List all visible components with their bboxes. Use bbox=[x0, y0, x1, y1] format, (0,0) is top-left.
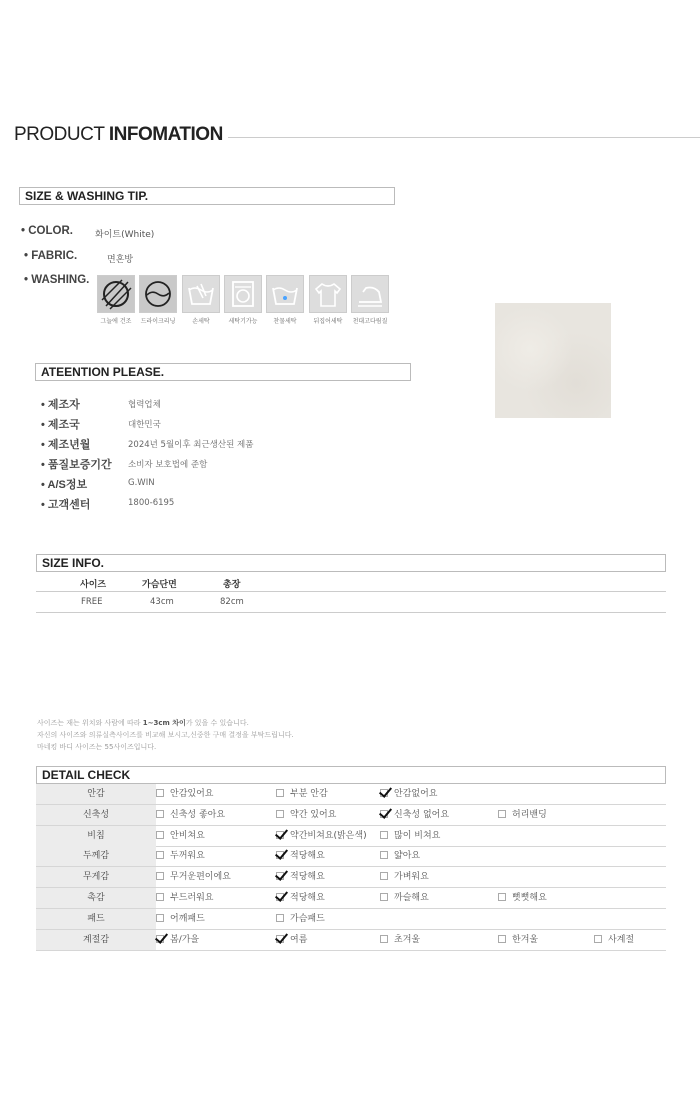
checkbox[interactable] bbox=[594, 935, 602, 943]
detail-check-option[interactable] bbox=[498, 805, 547, 825]
checkbox[interactable] bbox=[380, 935, 388, 943]
checked-checkbox[interactable] bbox=[380, 789, 388, 797]
detail-check-row bbox=[36, 805, 666, 826]
checkbox[interactable] bbox=[380, 893, 388, 901]
detail-check-option[interactable] bbox=[380, 867, 429, 887]
checkbox[interactable] bbox=[156, 893, 164, 901]
washing-caption: 그늘에 건조 bbox=[100, 318, 132, 325]
option-label: 안비쳐요 bbox=[170, 830, 205, 841]
detail-check-row bbox=[36, 784, 666, 805]
option-label: 많이 비쳐요 bbox=[394, 830, 441, 841]
chest-cell: 43cm bbox=[150, 597, 174, 607]
detail-check-option[interactable] bbox=[276, 909, 325, 929]
detail-check-option[interactable] bbox=[156, 826, 205, 846]
detail-check-row bbox=[36, 846, 666, 867]
checkbox[interactable] bbox=[156, 872, 164, 880]
detail-check-option[interactable] bbox=[156, 909, 205, 929]
detail-check-row bbox=[36, 888, 666, 909]
fabric-value: 면혼방 bbox=[107, 255, 134, 265]
cloth-ironing-icon bbox=[351, 275, 389, 313]
option-label: 안감있어요 bbox=[170, 789, 214, 799]
title-light: PRODUCT bbox=[14, 124, 105, 145]
option-label: 허리밴딩 bbox=[512, 809, 547, 820]
option-label: 얇아요 bbox=[394, 851, 421, 862]
detail-check-option[interactable] bbox=[380, 784, 437, 804]
detail-check-label: 신축성 bbox=[36, 805, 156, 825]
dry-clean-icon bbox=[139, 275, 177, 313]
washing-caption: 드라이크리닝 bbox=[140, 318, 176, 325]
checkbox[interactable] bbox=[276, 914, 284, 922]
attention-value: 1800-6195 bbox=[128, 498, 175, 508]
color-label: • COLOR. bbox=[21, 225, 73, 237]
detail-check-option[interactable] bbox=[276, 888, 325, 908]
attention-value: 협력업체 bbox=[128, 400, 161, 410]
option-label: 부드러워요 bbox=[170, 893, 214, 903]
checkbox[interactable] bbox=[380, 831, 388, 839]
checkbox[interactable] bbox=[380, 851, 388, 859]
checkbox[interactable] bbox=[156, 851, 164, 859]
attention-value: 2024년 5월이후 최근생산된 제품 bbox=[128, 440, 254, 450]
detail-check-option[interactable] bbox=[276, 826, 367, 846]
checked-checkbox[interactable] bbox=[380, 810, 388, 818]
attention-label: • 품질보증기간 bbox=[41, 459, 112, 471]
detail-check-label: 패드 bbox=[36, 909, 156, 929]
attention-value: 소비자 보호법에 준함 bbox=[128, 460, 208, 470]
detail-check-option[interactable] bbox=[156, 930, 199, 950]
washing-label: • WASHING. bbox=[24, 274, 90, 286]
checkbox[interactable] bbox=[498, 935, 506, 943]
attention-label: • 제조자 bbox=[41, 399, 80, 411]
option-label: 신축성 없어요 bbox=[394, 809, 450, 820]
detail-check-option[interactable] bbox=[498, 888, 547, 908]
checkbox[interactable] bbox=[156, 831, 164, 839]
note-1-text: 사이즈는 재는 위치와 사람에 따라 bbox=[37, 719, 143, 727]
size-table-bottom bbox=[36, 612, 666, 613]
option-label: 적당해요 bbox=[290, 872, 325, 883]
size-washing-header bbox=[19, 187, 395, 205]
checked-checkbox[interactable] bbox=[276, 831, 284, 839]
detail-check-label: 촉감 bbox=[36, 888, 156, 908]
size-col-header: 사이즈 bbox=[80, 580, 107, 590]
detail-check-option[interactable] bbox=[380, 930, 420, 950]
checkbox[interactable] bbox=[156, 914, 164, 922]
fabric-swatch-image bbox=[495, 303, 611, 418]
detail-check-header-label: DETAIL CHECK bbox=[42, 768, 131, 782]
checkbox[interactable] bbox=[156, 810, 164, 818]
detail-check-option[interactable] bbox=[594, 930, 634, 950]
option-label: 약간 있어요 bbox=[290, 809, 337, 820]
attention-value: G.WIN bbox=[128, 478, 155, 488]
option-label: 약간비쳐요(밝은색) bbox=[290, 830, 367, 841]
checkbox[interactable] bbox=[380, 872, 388, 880]
attention-value: 대한민국 bbox=[128, 420, 161, 430]
checkbox[interactable] bbox=[498, 810, 506, 818]
detail-check-option[interactable] bbox=[380, 826, 440, 846]
title-bold: INFOMATION bbox=[108, 124, 223, 145]
chest-col-header: 가슴단면 bbox=[142, 580, 177, 590]
option-label: 어깨패드 bbox=[170, 913, 205, 924]
option-label: 까슬해요 bbox=[394, 893, 429, 903]
detail-check-label: 두께감 bbox=[36, 846, 156, 866]
checkbox[interactable] bbox=[156, 789, 164, 797]
attention-header bbox=[35, 363, 411, 381]
detail-check-header bbox=[36, 766, 666, 784]
detail-check-label: 비침 bbox=[36, 826, 156, 846]
page-title bbox=[14, 124, 223, 146]
detail-check-option[interactable] bbox=[380, 846, 420, 866]
shade-dry-icon bbox=[97, 275, 135, 313]
size-note-3: 마네킹 바디 사이즈는 55사이즈입니다. bbox=[37, 743, 157, 751]
detail-check-option[interactable] bbox=[276, 930, 307, 950]
checked-checkbox[interactable] bbox=[156, 935, 164, 943]
length-cell: 82cm bbox=[220, 597, 244, 607]
size-info-header bbox=[36, 554, 666, 572]
checked-checkbox[interactable] bbox=[276, 872, 284, 880]
detail-check-option[interactable] bbox=[156, 784, 213, 804]
option-label: 여름 bbox=[290, 934, 308, 945]
size-washing-header-label: SIZE & WASHING TIP. bbox=[25, 189, 149, 203]
checked-checkbox[interactable] bbox=[276, 935, 284, 943]
detail-check-row bbox=[36, 867, 666, 888]
option-label: 안감없어요 bbox=[394, 789, 438, 799]
option-label: 신축성 좋아요 bbox=[170, 809, 226, 820]
detail-check-row bbox=[36, 909, 666, 930]
washing-caption: 뒤집어세탁 bbox=[313, 318, 343, 325]
color-value: 화이트(White) bbox=[95, 230, 155, 240]
detail-check-label: 무게감 bbox=[36, 867, 156, 887]
detail-check-option[interactable] bbox=[276, 805, 336, 825]
detail-check-option[interactable] bbox=[380, 805, 449, 825]
attention-label: • A/S정보 bbox=[41, 479, 88, 491]
attention-label: • 고객센터 bbox=[41, 499, 91, 511]
detail-check-option[interactable] bbox=[156, 888, 213, 908]
option-label: 무거운편이에요 bbox=[170, 872, 231, 883]
option-label: 적당해요 bbox=[290, 851, 325, 862]
attention-header-label: ATEENTION PLEASE. bbox=[41, 365, 165, 379]
option-label: 가슴패드 bbox=[290, 913, 325, 924]
checkbox[interactable] bbox=[498, 893, 506, 901]
detail-check-row bbox=[36, 826, 666, 847]
checkbox[interactable] bbox=[276, 789, 284, 797]
size-info-header-label: SIZE INFO. bbox=[42, 556, 105, 570]
detail-check-option[interactable] bbox=[276, 784, 328, 804]
washing-caption: 손세탁 bbox=[192, 318, 210, 325]
washing-caption: 세탁기가능 bbox=[228, 318, 258, 325]
attention-label: • 제조국 bbox=[41, 419, 80, 431]
size-cell: FREE bbox=[81, 597, 103, 607]
title-divider bbox=[228, 137, 700, 138]
note-1-tail: 가 있을 수 있습니다. bbox=[185, 719, 249, 727]
cold-wash-icon bbox=[266, 275, 304, 313]
attention-label: • 제조년월 bbox=[41, 439, 91, 451]
length-col-header: 총장 bbox=[223, 580, 241, 590]
detail-check-option[interactable] bbox=[156, 805, 225, 825]
option-label: 두꺼워요 bbox=[170, 851, 205, 862]
size-table-divider bbox=[36, 591, 666, 592]
detail-check-option[interactable] bbox=[156, 867, 231, 887]
detail-check-option[interactable] bbox=[276, 867, 325, 887]
machine-wash-icon bbox=[224, 275, 262, 313]
checked-checkbox[interactable] bbox=[276, 893, 284, 901]
detail-check-option[interactable] bbox=[276, 846, 325, 866]
note-1-bold: 1~3cm 차이 bbox=[142, 719, 186, 727]
fabric-label: • FABRIC. bbox=[24, 250, 78, 262]
checked-checkbox[interactable] bbox=[276, 851, 284, 859]
detail-check-option[interactable] bbox=[498, 930, 538, 950]
washing-caption: 찬물세탁 bbox=[273, 318, 297, 325]
detail-check-option[interactable] bbox=[156, 846, 205, 866]
inside-out-wash-icon bbox=[309, 275, 347, 313]
size-note-2: 자신의 사이즈와 의류실측사이즈를 비교해 보시고,신중한 구매 결정을 부탁드립니다. bbox=[37, 731, 294, 739]
hand-wash-icon bbox=[182, 275, 220, 313]
detail-check-label: 계절감 bbox=[36, 930, 156, 950]
detail-check-row bbox=[36, 930, 666, 951]
detail-check-label: 안감 bbox=[36, 784, 156, 804]
option-label: 봄/가을 bbox=[170, 934, 200, 945]
size-note-1 bbox=[37, 718, 249, 728]
option-label: 초겨울 bbox=[394, 934, 421, 945]
checkbox[interactable] bbox=[276, 810, 284, 818]
option-label: 한겨울 bbox=[512, 934, 539, 945]
option-label: 뻣뻣해요 bbox=[512, 893, 547, 903]
washing-caption: 천대고다림질 bbox=[352, 318, 388, 325]
option-label: 사계절 bbox=[608, 934, 635, 945]
detail-check-option[interactable] bbox=[380, 888, 429, 908]
option-label: 적당해요 bbox=[290, 893, 325, 903]
option-label: 부분 안감 bbox=[290, 789, 328, 799]
option-label: 가벼워요 bbox=[394, 872, 429, 883]
